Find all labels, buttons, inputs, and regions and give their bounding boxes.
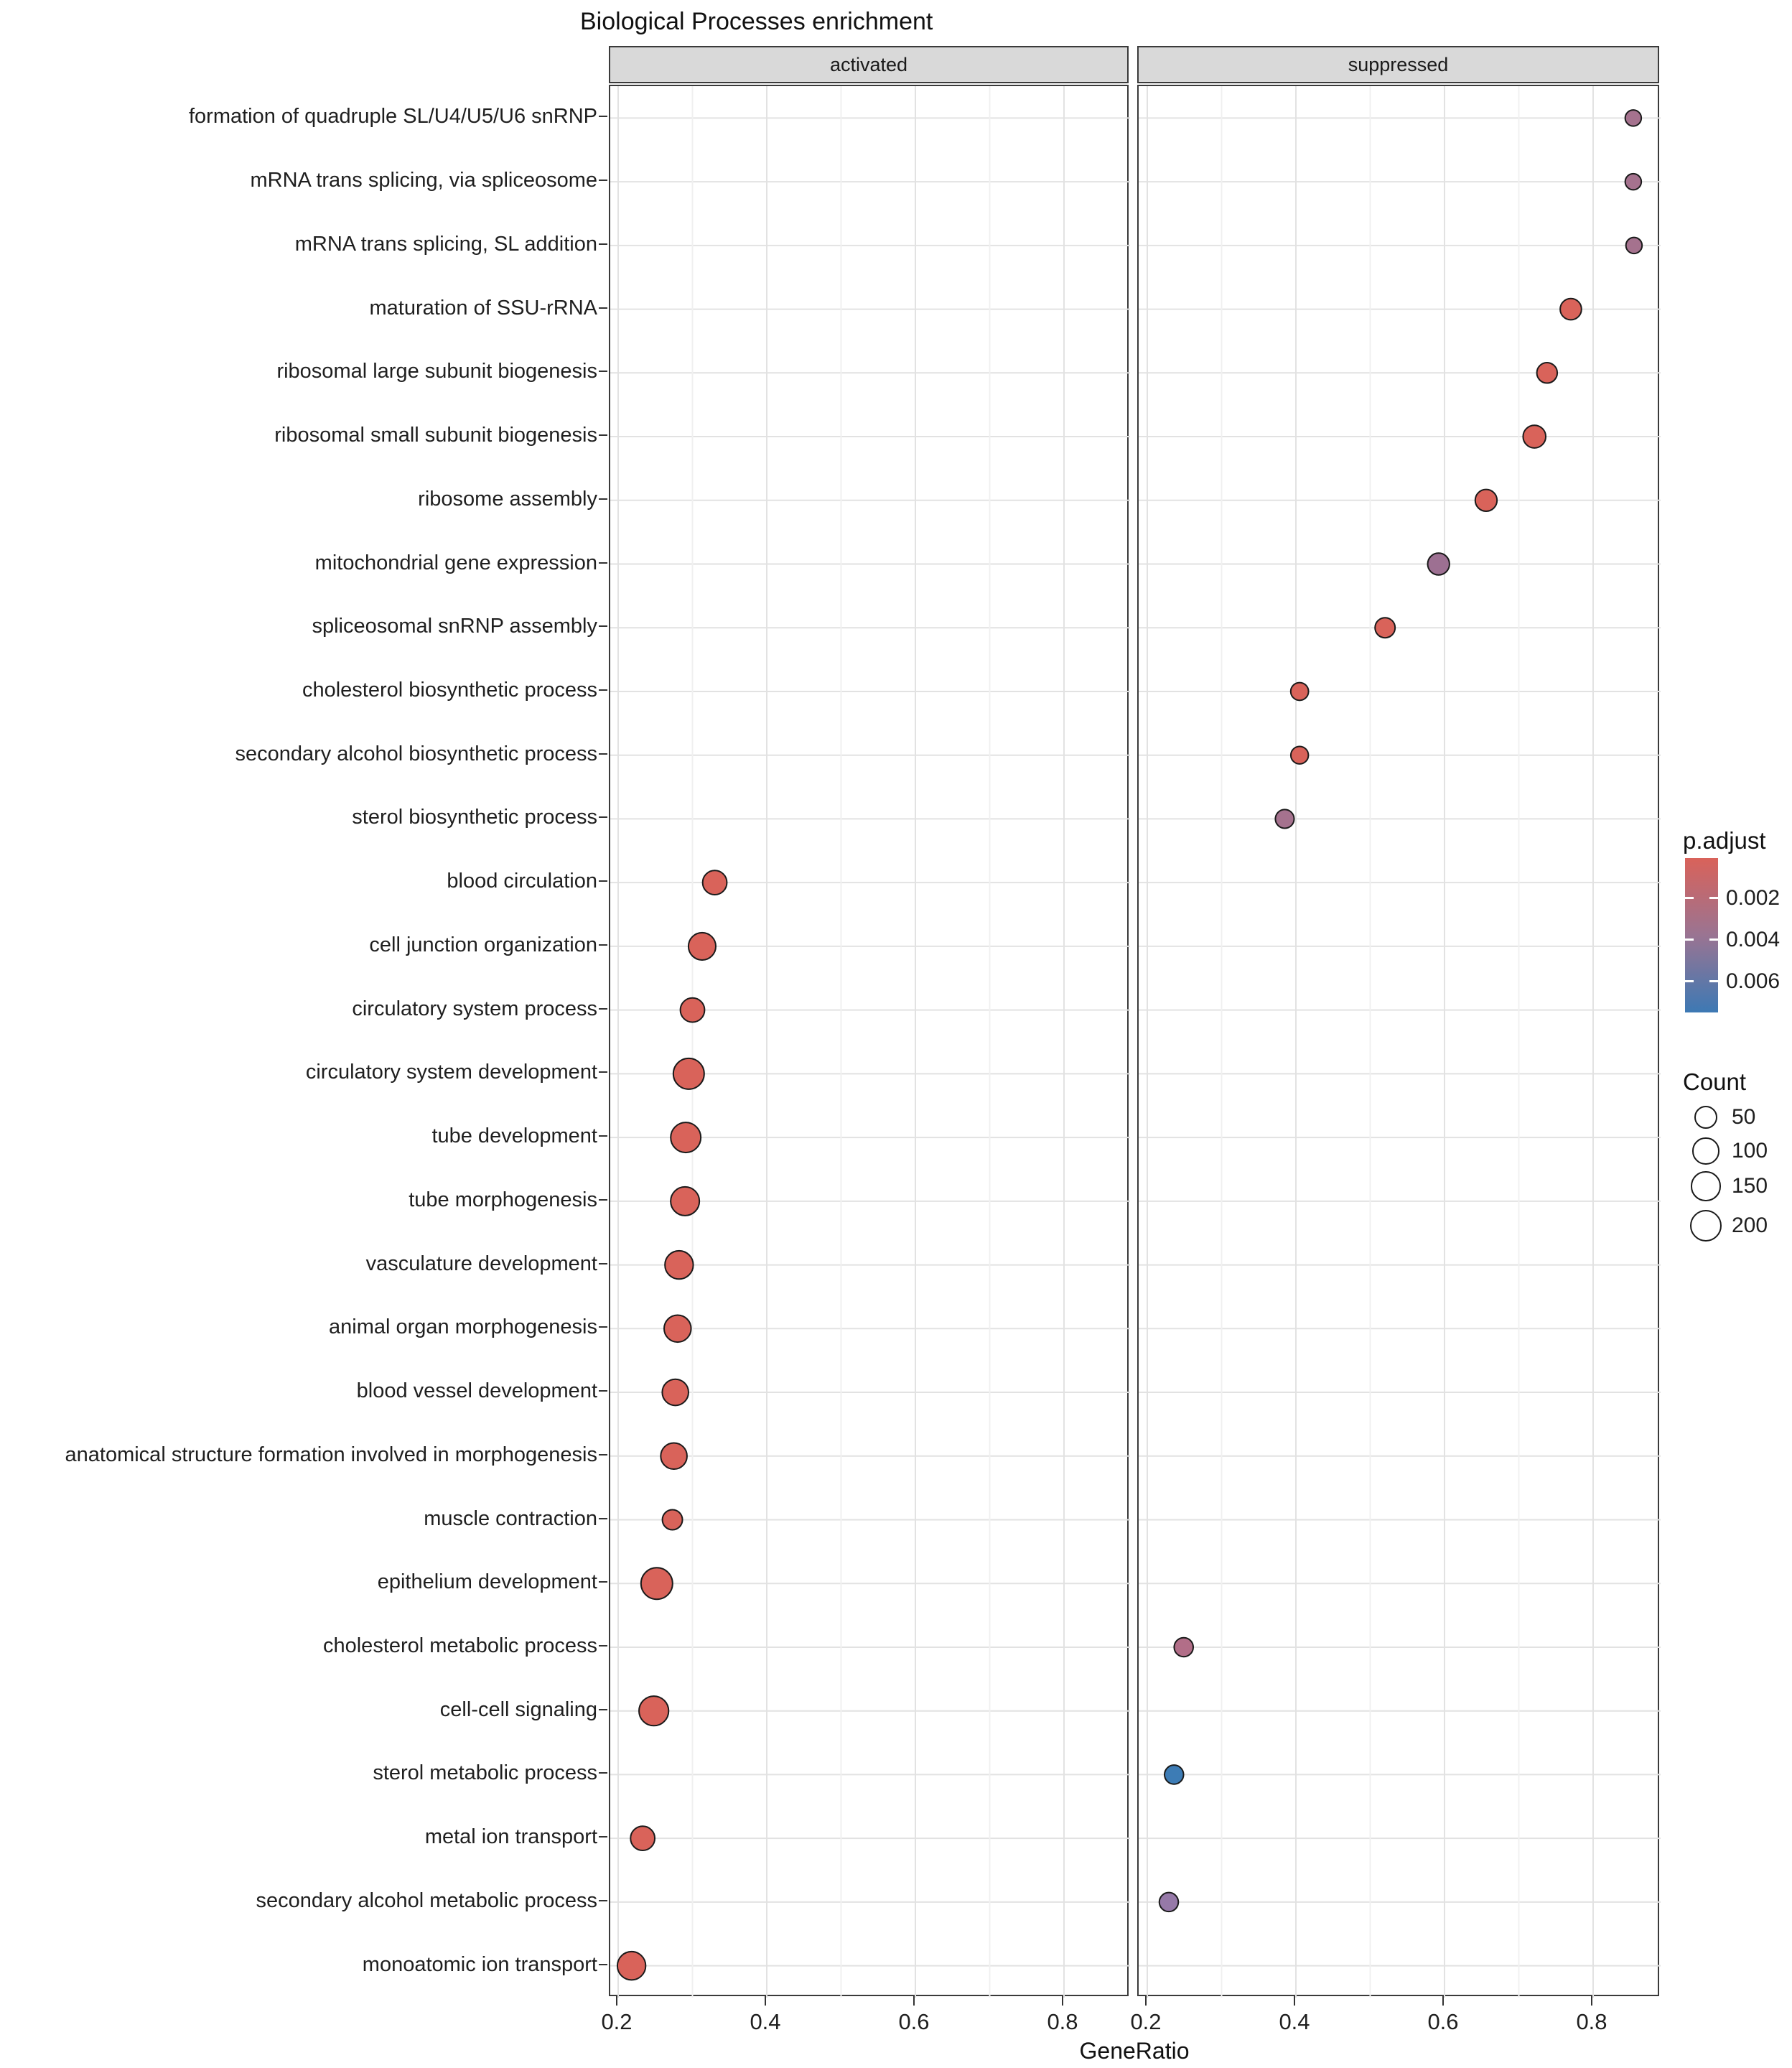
data-point xyxy=(617,1952,645,1980)
data-point xyxy=(1174,1638,1193,1657)
page-title: Biological Processes enrichment xyxy=(580,8,933,35)
y-axis-tick xyxy=(599,816,607,818)
y-axis-tick xyxy=(599,1390,607,1392)
y-axis-tick xyxy=(599,562,607,564)
legend-count-circle xyxy=(1690,1210,1722,1242)
data-point xyxy=(1291,746,1308,763)
data-point xyxy=(681,998,705,1023)
y-axis-tick xyxy=(599,1071,607,1073)
y-axis-tick xyxy=(599,116,607,117)
y-axis-tick xyxy=(599,1900,607,1901)
y-axis-label: animal organ morphogenesis xyxy=(329,1315,597,1339)
legend-count-label: 150 xyxy=(1732,1174,1768,1198)
facet-strip-suppressed xyxy=(1137,46,1659,83)
y-axis-tick xyxy=(599,180,607,181)
y-axis-tick xyxy=(599,434,607,436)
legend-count-circle xyxy=(1692,1137,1719,1164)
x-axis-tick xyxy=(1294,1996,1295,2006)
y-axis-label: circulatory system development xyxy=(305,1061,597,1084)
data-point xyxy=(639,1696,668,1725)
y-axis-tick xyxy=(599,1709,607,1710)
legend-count-title: Count xyxy=(1683,1068,1747,1095)
facet-strip-suppressed-label: suppressed xyxy=(1348,53,1449,75)
y-axis-tick xyxy=(599,371,607,372)
data-point xyxy=(630,1826,655,1850)
x-axis-tick xyxy=(1145,1996,1147,2006)
legend-count-label: 50 xyxy=(1732,1105,1756,1129)
data-point xyxy=(661,1443,687,1469)
x-axis-tick xyxy=(765,1996,766,2006)
y-axis-label: ribosomal large subunit biogenesis xyxy=(276,360,597,383)
data-point xyxy=(1375,618,1395,638)
y-axis-label: tube development xyxy=(431,1124,597,1148)
y-axis-label: secondary alcohol metabolic process xyxy=(256,1888,597,1912)
y-axis-tick xyxy=(599,307,607,309)
data-point xyxy=(689,933,716,960)
y-axis-tick xyxy=(599,498,607,500)
x-axis-tick-label: 0.2 xyxy=(601,2009,633,2034)
data-point xyxy=(1291,683,1309,701)
data-point xyxy=(1625,174,1641,190)
y-axis-tick xyxy=(599,1645,607,1647)
y-axis-tick xyxy=(599,1581,607,1583)
y-axis-label: mRNA trans splicing, via spliceosome xyxy=(250,169,597,192)
y-axis-label: ribosome assembly xyxy=(418,487,597,511)
x-axis-tick-label: 0.6 xyxy=(1427,2009,1459,2034)
y-axis-label: tube morphogenesis xyxy=(409,1188,597,1211)
y-axis-tick xyxy=(599,1263,607,1264)
y-axis-tick xyxy=(599,1199,607,1201)
legend-gradient-tick xyxy=(1685,938,1694,941)
y-axis-tick xyxy=(599,1326,607,1328)
x-axis-tick xyxy=(1442,1996,1444,2006)
legend-padjust-tick-label: 0.002 xyxy=(1726,885,1781,910)
data-point xyxy=(703,870,727,895)
y-axis-label: secondary alcohol biosynthetic process xyxy=(235,742,597,765)
x-axis-tick-label: 0.8 xyxy=(1047,2009,1078,2034)
y-axis-label: sterol metabolic process xyxy=(373,1761,597,1785)
y-axis-label: mRNA trans splicing, SL addition xyxy=(294,232,597,256)
panel-canvas-activated xyxy=(610,86,1130,1998)
y-axis-tick xyxy=(599,1518,607,1519)
y-axis-label: muscle contraction xyxy=(424,1506,597,1530)
legend-count-label: 100 xyxy=(1732,1139,1768,1163)
y-axis-label: circulatory system process xyxy=(352,997,597,1020)
y-axis-tick xyxy=(599,1836,607,1838)
y-axis-tick xyxy=(599,1964,607,1965)
y-axis-label: cell-cell signaling xyxy=(439,1697,597,1721)
data-point xyxy=(1275,809,1294,828)
y-axis-tick xyxy=(599,1454,607,1455)
data-point xyxy=(1159,1893,1179,1912)
y-axis-label: cell junction organization xyxy=(369,933,597,956)
data-point xyxy=(671,1187,699,1216)
legend-gradient-tick xyxy=(1709,897,1718,899)
y-axis-tick xyxy=(599,689,607,691)
x-axis-tick-label: 0.6 xyxy=(898,2009,930,2034)
y-axis-label: spliceosomal snRNP assembly xyxy=(312,615,597,638)
plot-panel-suppressed xyxy=(1137,85,1659,1996)
x-axis-tick-label: 0.4 xyxy=(1279,2009,1310,2034)
legend-count-circle xyxy=(1694,1106,1717,1129)
legend-padjust-tick-label: 0.006 xyxy=(1726,969,1781,993)
y-axis-label: epithelium development xyxy=(377,1570,597,1594)
y-axis-label: mitochondrial gene expression xyxy=(314,551,597,574)
legend-padjust-title: p.adjust xyxy=(1683,827,1766,854)
plot-panel-activated xyxy=(609,85,1129,1996)
legend-gradient-tick xyxy=(1709,938,1718,941)
data-point xyxy=(663,1510,683,1530)
data-point xyxy=(1560,299,1582,320)
data-point xyxy=(1165,1765,1184,1784)
y-axis-tick xyxy=(599,944,607,946)
legend-gradient-tick xyxy=(1685,897,1694,899)
y-axis-tick xyxy=(599,753,607,755)
x-axis-tick xyxy=(616,1996,617,2006)
y-axis-label: formation of quadruple SL/U4/U5/U6 snRNP xyxy=(188,105,597,129)
y-axis-label: maturation of SSU-rRNA xyxy=(369,296,597,320)
data-point xyxy=(664,1315,691,1343)
y-axis-tick xyxy=(599,1135,607,1137)
data-point xyxy=(1537,363,1557,383)
x-axis-tick xyxy=(913,1996,915,2006)
legend-gradient-tick xyxy=(1685,980,1694,982)
y-axis-tick xyxy=(599,1008,607,1010)
y-axis-label: monoatomic ion transport xyxy=(362,1952,597,1976)
y-axis-label: ribosomal small subunit biogenesis xyxy=(274,424,597,447)
legend-padjust-gradient-bar xyxy=(1685,858,1718,1012)
x-axis-title: GeneRatio xyxy=(1079,2038,1190,2064)
x-axis-tick-label: 0.8 xyxy=(1576,2009,1607,2034)
legend-gradient-tick xyxy=(1709,980,1718,982)
y-axis-label: metal ion transport xyxy=(424,1825,597,1849)
y-axis-tick xyxy=(599,1772,607,1774)
data-point xyxy=(1475,490,1497,511)
y-axis-label: cholesterol biosynthetic process xyxy=(302,678,597,702)
legend-count-label: 200 xyxy=(1732,1214,1768,1237)
data-point xyxy=(671,1122,701,1152)
data-point xyxy=(1523,425,1546,448)
y-axis-label: blood circulation xyxy=(447,870,597,893)
y-axis-label: vasculature development xyxy=(365,1252,597,1275)
y-axis-label: cholesterol metabolic process xyxy=(322,1634,597,1657)
y-axis-label: anatomical structure formation involved in morphogenesis xyxy=(65,1443,597,1466)
x-axis-tick-label: 0.4 xyxy=(750,2009,781,2034)
data-point xyxy=(1626,238,1642,253)
x-axis-tick-label: 0.2 xyxy=(1130,2009,1162,2034)
y-axis-label: blood vessel development xyxy=(356,1379,597,1403)
data-point xyxy=(665,1251,693,1279)
x-axis-tick xyxy=(1591,1996,1592,2006)
facet-strip-activated-label: activated xyxy=(829,53,908,75)
legend-count-circle xyxy=(1691,1171,1720,1201)
data-point xyxy=(662,1379,689,1406)
panel-canvas-suppressed xyxy=(1139,86,1661,1998)
data-point xyxy=(673,1058,704,1089)
facet-strip-activated xyxy=(609,46,1129,83)
y-axis-label: sterol biosynthetic process xyxy=(352,806,597,829)
data-point xyxy=(1428,553,1450,574)
data-point xyxy=(1625,110,1641,126)
y-axis-tick xyxy=(599,625,607,627)
y-axis-tick xyxy=(599,243,607,245)
data-point xyxy=(641,1568,673,1599)
legend-padjust-tick-label: 0.004 xyxy=(1726,927,1781,951)
x-axis-tick xyxy=(1062,1996,1063,2006)
y-axis-tick xyxy=(599,880,607,882)
